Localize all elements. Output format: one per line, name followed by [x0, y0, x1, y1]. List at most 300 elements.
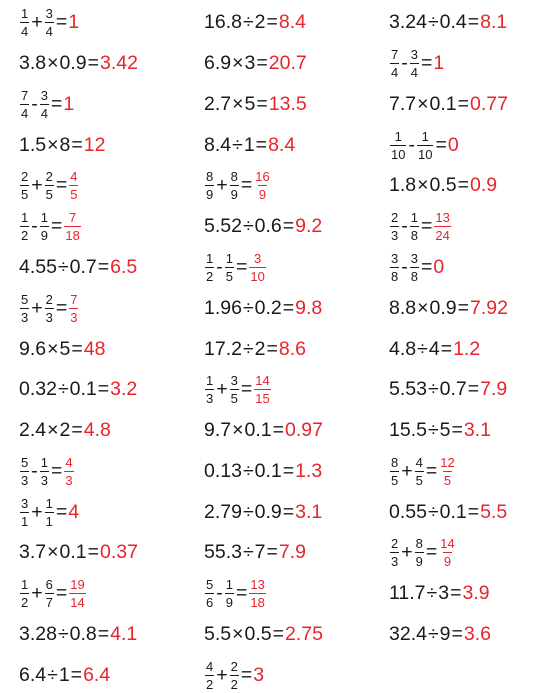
operator: × [47, 540, 59, 563]
operand: 3.24 [389, 10, 427, 33]
fraction-numerator: 3 [391, 250, 399, 266]
equation-item [204, 127, 295, 163]
operand: 0.32 [19, 377, 57, 400]
answer [110, 378, 137, 401]
answer [433, 256, 444, 279]
operand: 9.6 [19, 337, 47, 360]
fraction-denominator: 2 [206, 268, 214, 284]
fraction-denominator: 15 [255, 390, 270, 406]
operator: = [55, 10, 68, 33]
operator: = [71, 337, 83, 360]
answer-value: 13.5 [268, 92, 307, 115]
fraction [20, 169, 29, 202]
fraction-denominator: 9 [225, 594, 233, 610]
operator: = [420, 255, 433, 278]
fraction [410, 47, 419, 80]
fraction [230, 373, 239, 406]
operator: × [47, 337, 59, 360]
fraction [230, 169, 239, 202]
equation-item [204, 494, 322, 530]
fraction-numerator: 3 [45, 5, 53, 21]
fraction [45, 292, 54, 325]
fraction [40, 210, 49, 243]
answer-value: 4 [68, 500, 80, 523]
answer-value: 1.2 [453, 337, 481, 360]
answer [480, 378, 507, 401]
fraction-denominator: 5 [391, 472, 399, 488]
answer-value: 7.92 [470, 296, 508, 319]
operator: = [55, 173, 68, 196]
equation-item [204, 616, 323, 652]
operand: 1.8 [389, 173, 417, 196]
operand: 16.8 [204, 10, 242, 33]
operator: × [417, 296, 429, 319]
fraction-numerator: 3 [253, 250, 262, 266]
equation-item [19, 575, 87, 611]
fraction-denominator: 3 [21, 309, 29, 325]
answer [285, 419, 323, 442]
operand: 9 [439, 622, 451, 645]
fraction-numerator: 1 [421, 128, 429, 144]
fraction [410, 251, 419, 284]
operator: = [256, 92, 268, 115]
operand: 1 [58, 663, 70, 686]
fraction [410, 210, 419, 243]
operator: = [255, 133, 268, 156]
fraction-denominator: 5 [230, 390, 238, 406]
operator: ÷ [427, 622, 439, 645]
operator: = [282, 214, 295, 237]
operand: 5 [59, 337, 71, 360]
fraction-denominator: 5 [21, 186, 29, 202]
operand: 5.52 [204, 214, 242, 237]
answer [295, 501, 322, 524]
fraction [205, 577, 214, 610]
fraction [20, 292, 29, 325]
answer [68, 501, 79, 524]
operand: 6.9 [204, 51, 232, 74]
answer-value: 9.8 [295, 296, 323, 319]
answer-value: 3.42 [100, 51, 138, 74]
operator: = [55, 296, 68, 319]
operator: ÷ [427, 377, 439, 400]
equation-item [204, 86, 307, 122]
answer [110, 623, 137, 646]
operator: = [87, 51, 99, 74]
fraction-denominator: 2 [21, 594, 29, 610]
fraction [69, 292, 78, 325]
fraction-denominator: 5 [45, 186, 53, 202]
operand: 1.96 [204, 296, 242, 319]
answer [470, 297, 508, 320]
operator: ÷ [427, 418, 439, 441]
answer [248, 577, 266, 610]
operand: 0.4 [439, 10, 467, 33]
operand: 2.4 [19, 418, 47, 441]
equation-item [19, 494, 79, 530]
equation-item [204, 534, 306, 570]
fraction-denominator: 10 [391, 146, 406, 162]
answer [268, 134, 295, 157]
fraction-numerator: 5 [21, 454, 29, 470]
fraction [20, 496, 29, 529]
fraction-numerator: 3 [410, 250, 418, 266]
fraction [390, 129, 406, 162]
operator: = [457, 296, 469, 319]
equation-item [204, 45, 307, 81]
answer-value: 4.1 [110, 622, 138, 645]
answer-value: 1 [433, 51, 445, 74]
fraction-denominator: 8 [410, 227, 418, 243]
operator: ÷ [242, 337, 254, 360]
operand: 8 [59, 133, 71, 156]
equation-item [204, 412, 323, 448]
answer [84, 419, 111, 442]
equation-item [204, 331, 306, 367]
fraction [20, 210, 29, 243]
fraction-numerator: 8 [391, 454, 399, 470]
equation-item [204, 575, 267, 611]
operand: 15.5 [389, 418, 427, 441]
operand: 0.7 [439, 377, 467, 400]
operand: 0.13 [204, 459, 242, 482]
answer [480, 11, 507, 34]
answer-value: 8.6 [278, 337, 307, 360]
fraction-numerator: 1 [21, 5, 29, 21]
operator: = [451, 418, 463, 441]
answer-value: 3.1 [463, 418, 492, 441]
answer-value: 1 [63, 92, 75, 115]
operator: × [417, 92, 429, 115]
fraction [415, 455, 424, 488]
answer [63, 210, 81, 243]
operand: 0.6 [254, 214, 282, 237]
answer-value: 3.2 [110, 377, 138, 400]
operator: = [71, 133, 83, 156]
fraction [45, 169, 54, 202]
fraction [254, 373, 270, 406]
fraction [45, 496, 54, 529]
operand: 0.2 [254, 296, 282, 319]
equation-item [19, 4, 79, 40]
operator: = [240, 663, 253, 686]
operator: = [256, 51, 268, 74]
operator: ÷ [57, 377, 69, 400]
operand: 9.7 [204, 418, 232, 441]
answer-value: 0.9 [470, 173, 498, 196]
operand: 0.5 [244, 622, 272, 645]
operand: 0.5 [429, 173, 457, 196]
fraction-denominator: 2 [206, 676, 214, 692]
answer [295, 297, 322, 320]
equation-item [389, 4, 507, 40]
operand: 0.8 [69, 622, 97, 645]
operator: = [282, 459, 295, 482]
answer-value: 12 [83, 133, 106, 156]
operator: - [401, 255, 408, 278]
fraction-numerator: 13 [250, 576, 265, 592]
operator: = [71, 418, 83, 441]
operator: ÷ [57, 622, 69, 645]
fraction-denominator: 4 [391, 64, 399, 80]
fraction [45, 6, 54, 39]
operator: = [55, 581, 68, 604]
equation-item [389, 208, 452, 244]
fraction [205, 169, 214, 202]
operand: 0.1 [244, 418, 272, 441]
equation-item [389, 575, 490, 611]
answer-value: 3.9 [462, 581, 490, 604]
answer-value: 0.97 [285, 418, 323, 441]
operator: = [457, 173, 469, 196]
fraction-numerator: 5 [206, 576, 214, 592]
answer [110, 256, 137, 279]
operator: = [282, 500, 295, 523]
fraction [45, 577, 54, 610]
operator: ÷ [242, 459, 254, 482]
operator: = [266, 540, 278, 563]
operand: 11.7 [389, 581, 426, 604]
equation-item [19, 371, 137, 407]
fraction [20, 88, 29, 121]
operator: + [31, 581, 43, 604]
operator: ÷ [242, 214, 254, 237]
answer-value: 0.37 [100, 540, 138, 563]
fraction [390, 251, 399, 284]
operator: - [216, 255, 223, 278]
equation-item [204, 249, 267, 285]
answer-value: 5.5 [480, 500, 508, 523]
answer [279, 541, 306, 564]
operator: - [31, 459, 38, 482]
fraction-denominator: 9 [443, 553, 452, 569]
operator: = [55, 500, 68, 523]
operator: = [70, 663, 83, 686]
fraction-numerator: 2 [45, 168, 53, 184]
operand: 3.8 [19, 51, 47, 74]
operand: 0.9 [59, 51, 87, 74]
answer-value: 20.7 [268, 51, 307, 74]
fraction-denominator: 9 [258, 186, 267, 202]
answer [295, 215, 322, 238]
fraction [40, 88, 49, 121]
operand: 55.3 [204, 540, 242, 563]
equation-item [19, 331, 105, 367]
answer-value: 7.9 [480, 377, 508, 400]
fraction [249, 251, 265, 284]
fraction-numerator: 13 [435, 209, 450, 225]
fraction-denominator: 1 [21, 513, 29, 529]
fraction-numerator: 1 [21, 209, 29, 225]
fraction [249, 577, 265, 610]
operator: - [31, 214, 38, 237]
equation-item [389, 331, 480, 367]
operand: 6.4 [19, 663, 47, 686]
answer [453, 338, 480, 361]
fraction-numerator: 1 [206, 372, 214, 388]
answer-value: 6.4 [83, 663, 111, 686]
answer [248, 251, 266, 284]
operand: 2 [254, 337, 266, 360]
answer-value: 3.1 [295, 500, 323, 523]
fraction [40, 455, 49, 488]
fraction-denominator: 2 [21, 227, 29, 243]
fraction [20, 6, 29, 39]
operand: 8.4 [204, 133, 232, 156]
operator: = [240, 377, 253, 400]
fraction [205, 373, 214, 406]
answer [84, 134, 106, 157]
answer-value: 1.3 [295, 459, 323, 482]
equation-item [204, 4, 306, 40]
operator: = [467, 500, 480, 523]
fraction-denominator: 10 [417, 146, 433, 162]
answer [433, 52, 444, 75]
operand: 3.7 [19, 540, 47, 563]
answer [253, 664, 264, 687]
operator: + [31, 296, 43, 319]
answer [470, 174, 497, 197]
answer [480, 501, 507, 524]
fraction-denominator: 4 [45, 23, 53, 39]
operand: 7.7 [389, 92, 417, 115]
answer-value: 0.77 [470, 92, 508, 115]
equation-item [389, 290, 508, 326]
operator: = [272, 418, 284, 441]
operand: 0.9 [429, 296, 457, 319]
operator: = [235, 581, 248, 604]
fraction-numerator: 1 [225, 250, 233, 266]
operator: - [408, 133, 415, 156]
operand: 3 [244, 51, 256, 74]
fraction-denominator: 5 [225, 268, 233, 284]
operator: = [266, 337, 278, 360]
answer [285, 623, 323, 646]
operator: = [451, 622, 463, 645]
fraction-denominator: 24 [435, 227, 450, 243]
fraction-numerator: 2 [391, 209, 399, 225]
answer-value: 8.4 [268, 133, 296, 156]
fraction [20, 455, 29, 488]
equation-item [204, 657, 264, 693]
operator: ÷ [427, 500, 439, 523]
operand: 4.55 [19, 255, 57, 278]
operand: 0.55 [389, 500, 427, 523]
operand: 2.7 [204, 92, 232, 115]
equation-item [19, 412, 111, 448]
fraction [64, 455, 73, 488]
answer [464, 419, 491, 442]
operand: 0.7 [69, 255, 97, 278]
operator: ÷ [47, 663, 58, 686]
answer [433, 210, 451, 243]
operand: 7 [254, 540, 266, 563]
answer-value: 4.8 [83, 418, 111, 441]
answer-value: 3 [253, 663, 265, 686]
answer-value: 0 [447, 133, 459, 156]
fraction-denominator: 1 [45, 513, 53, 529]
equation-item [19, 167, 79, 203]
fraction-denominator: 4 [21, 105, 29, 121]
operand: 5.5 [204, 622, 232, 645]
fraction [417, 129, 433, 162]
equation-item [19, 208, 82, 244]
fraction-numerator: 8 [415, 535, 423, 551]
answer [63, 455, 74, 488]
operand: 2 [59, 418, 71, 441]
operand: 5 [244, 92, 256, 115]
operator: = [87, 540, 99, 563]
equation-item [19, 657, 110, 693]
fraction-numerator: 1 [225, 576, 233, 592]
answer [100, 541, 138, 564]
operator: = [50, 214, 63, 237]
fraction-denominator: 3 [206, 390, 214, 406]
fraction-numerator: 1 [410, 209, 418, 225]
fraction-numerator: 1 [45, 495, 53, 511]
answer [295, 460, 322, 483]
answer-value: 48 [83, 337, 106, 360]
fraction-denominator: 6 [206, 594, 214, 610]
fraction [69, 577, 85, 610]
operator: + [31, 10, 43, 33]
equation-item [204, 290, 322, 326]
operator: = [457, 92, 469, 115]
answer-value: 6.5 [110, 255, 138, 278]
fraction [439, 455, 455, 488]
fraction-numerator: 3 [40, 87, 48, 103]
equation-item [389, 371, 507, 407]
fraction-denominator: 3 [391, 553, 399, 569]
fraction-numerator: 4 [65, 454, 73, 470]
answer [63, 93, 74, 116]
answer [269, 93, 307, 116]
operator: + [216, 377, 228, 400]
answer [68, 577, 86, 610]
fraction-denominator: 5 [415, 472, 423, 488]
fraction-numerator: 14 [255, 372, 270, 388]
fraction-numerator: 2 [21, 168, 29, 184]
operand: 1.5 [19, 133, 47, 156]
operand: 2.79 [204, 500, 242, 523]
fraction-numerator: 1 [40, 454, 48, 470]
operand: 4.8 [389, 337, 417, 360]
operator: + [31, 173, 43, 196]
operand: 0.1 [69, 377, 97, 400]
equation-item [389, 616, 491, 652]
equation-item [19, 45, 138, 81]
answer-value: 0 [433, 255, 445, 278]
fraction-numerator: 3 [21, 495, 29, 511]
operator: ÷ [57, 255, 69, 278]
operand: 3.28 [19, 622, 57, 645]
fraction-denominator: 18 [250, 594, 265, 610]
operator: = [50, 459, 63, 482]
fraction-numerator: 8 [206, 168, 214, 184]
operand: 8.8 [389, 296, 417, 319]
answer-value: 8.1 [480, 10, 508, 33]
operator: + [401, 459, 413, 482]
fraction-denominator: 9 [206, 186, 214, 202]
operator: = [420, 214, 433, 237]
fraction-numerator: 16 [255, 168, 270, 184]
fraction [20, 577, 29, 610]
fraction-denominator: 18 [65, 227, 80, 243]
answer-value: 1 [68, 10, 80, 33]
answer [269, 52, 307, 75]
operator: ÷ [232, 133, 243, 156]
operator: - [216, 581, 223, 604]
